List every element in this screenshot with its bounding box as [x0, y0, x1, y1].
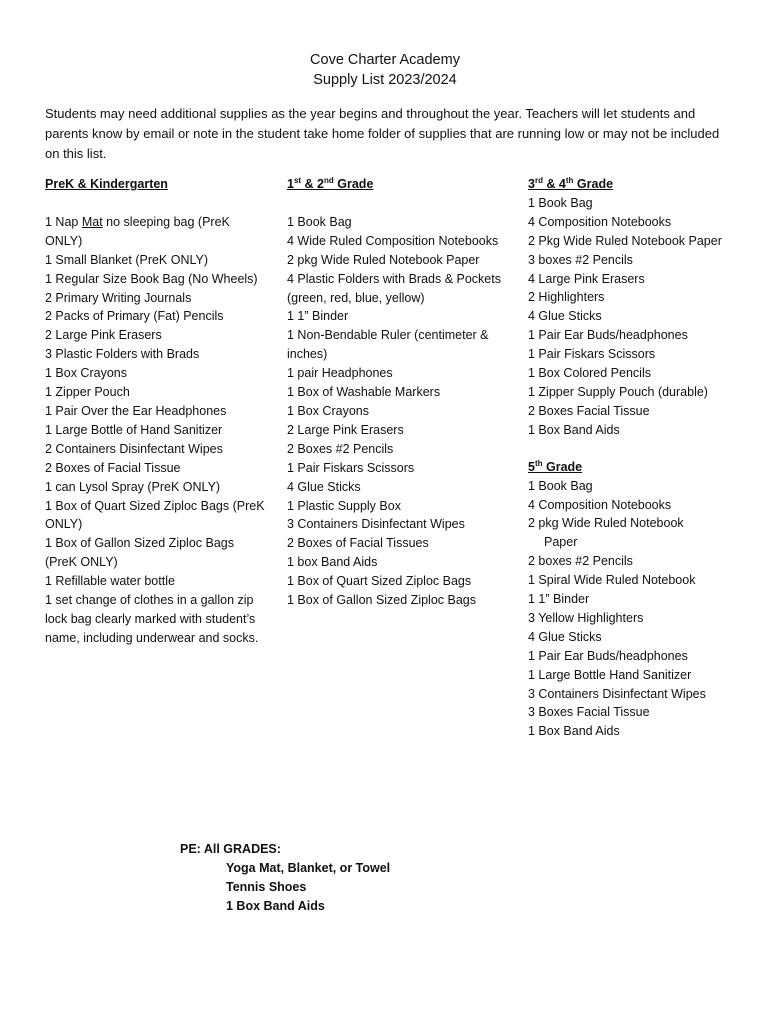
list-item: 1 Box Crayons: [287, 403, 369, 418]
grade-1-2-heading: [287, 175, 512, 194]
list-item: 1 Large Bottle Hand Sanitizer: [528, 667, 692, 682]
list-item: 2 Boxes Facial Tissue: [528, 403, 650, 418]
list-item: 1 Pair Ear Buds/headphones: [528, 328, 688, 343]
heading-superscript: rd: [534, 175, 543, 185]
item-text: no sleeping bag (PreK ONLY): [45, 214, 230, 248]
list-item: 1 Small Blanket (PreK ONLY): [45, 252, 209, 267]
list-item: 3 Boxes Facial Tissue: [528, 705, 650, 720]
grade-1-2-supply-list: [287, 213, 512, 610]
list-item: 4 Composition Notebooks: [528, 214, 672, 229]
list-item: 3 Containers Disinfectant Wipes: [528, 686, 706, 701]
spacer: [287, 194, 512, 213]
heading-part: & 4: [542, 177, 566, 191]
heading-part: & 2: [301, 177, 325, 191]
heading-part: 5: [528, 459, 535, 474]
prek-supply-list: [45, 213, 265, 648]
list-item: 1 Zipper Supply Pouch (durable): [528, 384, 708, 399]
list-item: 1 set change of clothes in a gallon zip lock bag clearly marked with student’s name, including underwear and socks.: [45, 593, 259, 645]
list-item: 2 Large Pink Erasers: [287, 422, 404, 437]
pe-section: [180, 840, 390, 916]
list-item: 1 1” Binder: [528, 592, 590, 607]
list-item: 4 Glue Sticks: [528, 309, 602, 324]
list-item: 2 Boxes of Facial Tissue: [45, 460, 181, 475]
list-item: 4 Glue Sticks: [528, 629, 602, 644]
list-item: 2 pkg Wide Ruled Notebook Paper: [287, 252, 480, 267]
heading-superscript: th: [565, 175, 574, 185]
list-item: 1 Pair Fiskars Scissors: [528, 347, 656, 362]
grade-1-2-section: [287, 175, 512, 610]
list-item: 1 Box Band Aids: [226, 899, 325, 913]
list-item: 1 Spiral Wide Ruled Notebook: [528, 573, 696, 588]
list-item: 2 Containers Disinfectant Wipes: [45, 441, 223, 456]
prek-heading: PreK & Kindergarten: [45, 177, 168, 191]
list-item: 1 Box Crayons: [45, 366, 127, 381]
list-item: 1 can Lysol Spray (PreK ONLY): [45, 479, 221, 494]
list-item: 1 Large Bottle of Hand Sanitizer: [45, 422, 223, 437]
list-item: 1 Book Bag: [528, 478, 593, 493]
list-item: 2 Boxes of Facial Tissues: [287, 536, 429, 551]
list-item: 3 Yellow Highlighters: [528, 610, 644, 625]
list-item: 4 Composition Notebooks: [528, 497, 672, 512]
list-item: 1 box Band Aids: [287, 555, 378, 570]
list-item: 2 Pkg Wide Ruled Notebook Paper: [528, 233, 722, 248]
list-item: 1 Pair Fiskars Scissors: [287, 460, 415, 475]
list-item: 4 Wide Ruled Composition Notebooks: [287, 233, 499, 248]
list-item: 1 Box of Gallon Sized Ziploc Bags: [287, 593, 476, 608]
list-item: 3 boxes #2 Pencils: [528, 252, 633, 267]
list-item: 1 Box of Quart Sized Ziploc Bags: [287, 574, 472, 589]
list-item: 1 Box Colored Pencils: [528, 366, 651, 381]
list-item: 1 1” Binder: [287, 309, 349, 324]
upper-grades-column: [528, 175, 760, 741]
list-item: 3 Plastic Folders with Brads: [45, 347, 200, 362]
list-item-continuation: Paper: [544, 535, 578, 550]
list-item: [45, 213, 265, 251]
list-item: 4 Plastic Folders with Brads & Pockets (green, red, blue, yellow): [287, 271, 501, 305]
list-item: 1 Box Band Aids: [528, 724, 620, 739]
list-item: 2 Large Pink Erasers: [45, 328, 162, 343]
list-item: 1 pair Headphones: [287, 366, 393, 381]
list-item: 1 Box of Gallon Sized Ziploc Bags (PreK ONLY): [45, 536, 234, 570]
school-name: Cove Charter Academy: [310, 52, 460, 68]
item-text-underlined: Mat: [81, 214, 103, 229]
list-item: 1 Plastic Supply Box: [287, 498, 401, 513]
grade-5-supply-list: [528, 477, 760, 742]
heading-superscript: st: [293, 175, 302, 185]
list-title: Supply List 2023/2024: [313, 72, 457, 88]
heading-part: Grade: [542, 459, 583, 474]
pe-supply-list: [180, 859, 390, 916]
list-item: 1 Regular Size Book Bag (No Wheels): [45, 271, 258, 286]
document-title: [0, 50, 770, 90]
list-item: 4 Glue Sticks: [287, 479, 361, 494]
list-item: 1 Non-Bendable Ruler (centimeter & inches): [287, 328, 489, 362]
heading-part: Grade: [333, 177, 374, 191]
list-item: 3 Containers Disinfectant Wipes: [287, 517, 465, 532]
list-item: 1 Box Band Aids: [528, 422, 620, 437]
pe-heading: PE: All GRADES:: [180, 842, 281, 856]
list-item: 1 Zipper Pouch: [45, 385, 130, 400]
list-item: 2 pkg Wide Ruled Notebook: [528, 516, 684, 531]
list-item: 1 Pair Over the Ear Headphones: [45, 403, 227, 418]
list-item: 1 Book Bag: [287, 214, 352, 229]
intro-paragraph: Students may need additional supplies as the year begins and throughout the year. Teachers will let students and parents know by email or note in the student take home folder of supplies that are running low or may not be included on this list.: [45, 106, 720, 161]
list-item: 1 Box of Quart Sized Ziploc Bags (PreK ONLY): [45, 498, 265, 532]
grade-3-4-supply-list: [528, 194, 760, 440]
heading-part: 1: [287, 177, 294, 191]
list-item: 2 Boxes #2 Pencils: [287, 441, 394, 456]
list-item: 2 Packs of Primary (Fat) Pencils: [45, 309, 224, 324]
list-item: Yoga Mat, Blanket, or Towel: [226, 861, 391, 875]
heading-superscript: th: [534, 458, 543, 468]
grade-3-4-heading: [528, 175, 760, 194]
heading-superscript: nd: [324, 175, 334, 185]
heading-part: Grade: [573, 177, 614, 191]
list-item: 1 Pair Ear Buds/headphones: [528, 648, 688, 663]
list-item: 2 Primary Writing Journals: [45, 290, 192, 305]
heading-part: 3: [528, 177, 535, 191]
list-item: 1 Box of Washable Markers: [287, 385, 441, 400]
list-item: 1 Book Bag: [528, 195, 593, 210]
list-item: 2 Highlighters: [528, 290, 605, 305]
prek-kindergarten-section: [45, 175, 265, 648]
grade-5-heading: [528, 458, 760, 477]
spacer: [528, 440, 760, 458]
spacer: [45, 194, 265, 213]
list-item: 4 Large Pink Erasers: [528, 271, 645, 286]
list-item: Tennis Shoes: [226, 880, 307, 894]
list-item: 2 boxes #2 Pencils: [528, 554, 633, 569]
list-item: 1 Refillable water bottle: [45, 574, 175, 589]
item-text: 1 Nap: [45, 214, 82, 229]
